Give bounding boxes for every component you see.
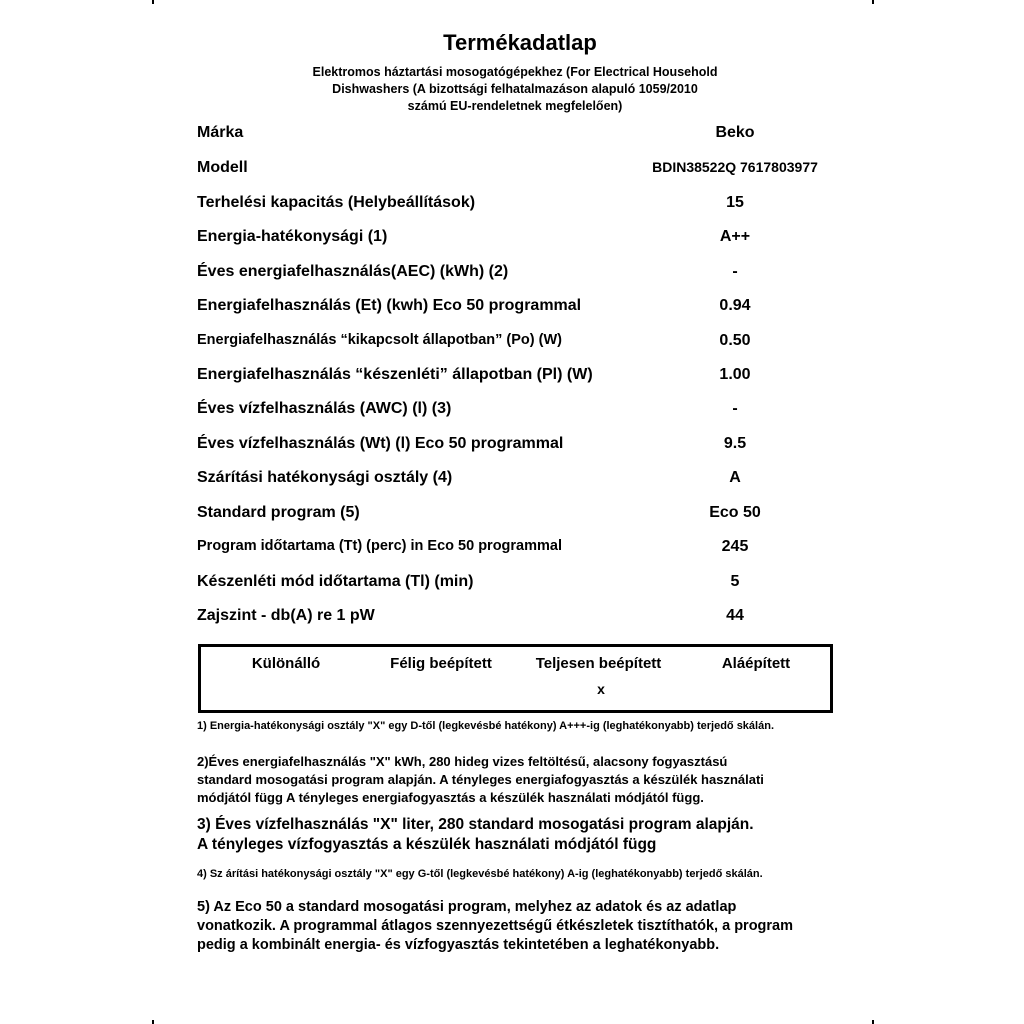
spec-value: 9.5: [723, 435, 747, 452]
spec-row-aec: [0, 263, 1024, 293]
footnote-4: 4) Sz árítási hatékonysági osztály "X" egy G-től (legkevésbé hatékony) A-ig (leghatékonyabb) terjedő skálán.: [197, 868, 763, 880]
spec-label: Terhelési kapacitás (Helybeállítások): [197, 194, 476, 211]
spec-value: -: [732, 400, 738, 417]
spec-value: 1.00: [719, 366, 751, 383]
installation-header-fully-integrated: Teljesen beépített: [535, 655, 662, 672]
spec-value: 44: [726, 607, 744, 624]
footnote-line: módjától függ A tényleges energiafogyasztás a készülék használati módjától függ.: [197, 790, 704, 805]
spec-value: 245: [721, 538, 749, 555]
spec-row-standard-program: [0, 504, 1024, 534]
footnote-5: [197, 898, 793, 955]
installation-header-semi-integrated: Félig beépített: [390, 655, 492, 672]
spec-label: Éves vízfelhasználás (AWC) (l) (3): [197, 400, 452, 417]
footnote-1: 1) Energia-hatékonysági osztály "X" egy D-től (legkevésbé hatékony) A+++-ig (leghatékonyabb) terjedő skálán.: [197, 720, 774, 732]
spec-row-capacity: [0, 194, 1024, 224]
installation-mark-fully-integrated: x: [597, 681, 605, 697]
installation-header-freestanding: Különálló: [251, 655, 321, 672]
spec-value: Eco 50: [709, 504, 761, 521]
corner-mark-top-right: [872, 0, 874, 4]
spec-value: 5: [730, 573, 740, 590]
installation-header-under-counter: Aláépített: [721, 655, 791, 672]
spec-value: 15: [726, 194, 744, 211]
footnote-2: [197, 753, 764, 807]
footnote-line: standard mosogatási program alapján. A tényleges energiafogyasztás a készülék használati: [197, 772, 764, 787]
page-title: Termékadatlap: [443, 30, 597, 55]
spec-value: Beko: [715, 124, 755, 141]
subtitle-line: Dishwashers (A bizottsági felhatalmazáson alapuló 1059/2010: [332, 82, 698, 96]
footnote-line: 5) Az Eco 50 a standard mosogatási program, melyhez az adatok és az adatlap: [197, 899, 737, 915]
spec-label: Energia-hatékonysági (1): [197, 228, 388, 245]
spec-value: 0.50: [719, 332, 751, 349]
spec-row-model: [0, 159, 1024, 189]
spec-value: A: [729, 469, 741, 486]
spec-label: Standard program (5): [197, 504, 360, 521]
spec-row-standby-duration: [0, 573, 1024, 603]
subtitle-line: Elektromos háztartási mosogatógépekhez (For Electrical Household: [312, 65, 718, 79]
page-subtitle: [300, 64, 730, 115]
spec-value: BDIN38522Q 7617803977: [652, 159, 818, 175]
spec-row-po: [0, 332, 1024, 362]
spec-label: Energiafelhasználás “kikapcsolt állapotban” (Po) (W): [197, 332, 562, 348]
spec-label: Márka: [197, 124, 244, 141]
footnote-line: pedig a kombinált energia- és vízfogyasztás tekintetében a leghatékonyabb.: [197, 937, 720, 953]
footnote-line: vonatkozik. A programmal átlagos szennyezettségű étkészletek tisztíthatók, a program: [197, 918, 794, 934]
spec-label: Energiafelhasználás “készenléti” állapotban (Pl) (W): [197, 366, 593, 383]
spec-label: Éves vízfelhasználás (Wt) (l) Eco 50 programmal: [197, 435, 564, 452]
spec-value: A++: [719, 228, 751, 245]
spec-row-noise: [0, 607, 1024, 637]
footnote-line: A tényleges vízfogyasztás a készülék használati módjától függ: [197, 836, 657, 853]
spec-value: 0.94: [719, 297, 751, 314]
spec-row-brand: [0, 124, 1024, 154]
spec-row-wt: [0, 435, 1024, 465]
spec-label: Zajszint - db(A) re 1 pW: [197, 607, 375, 624]
installation-type-box: [198, 644, 833, 713]
spec-label: Energiafelhasználás (Et) (kwh) Eco 50 programmal: [197, 297, 582, 314]
spec-row-et: [0, 297, 1024, 327]
spec-row-energy-class: [0, 228, 1024, 258]
corner-mark-bottom-left: [152, 1020, 154, 1024]
spec-row-program-duration: [0, 538, 1024, 568]
spec-label: Szárítási hatékonysági osztály (4): [197, 469, 453, 486]
spec-label: Program időtartama (Tt) (perc) in Eco 50 programmal: [197, 538, 562, 554]
subtitle-line: számú EU-rendeletnek megfelelően): [407, 99, 623, 113]
spec-label: Készenléti mód időtartama (Tl) (min): [197, 573, 474, 590]
spec-label: Éves energiafelhasználás(AEC) (kWh) (2): [197, 263, 509, 280]
footnote-line: 3) Éves vízfelhasználás "X" liter, 280 standard mosogatási program alapján.: [197, 816, 754, 833]
footnote-line: 2)Éves energiafelhasználás "X" kWh, 280 hideg vizes feltöltésű, alacsony fogyasztású: [197, 754, 728, 769]
spec-row-pl: [0, 366, 1024, 396]
corner-mark-top-left: [152, 0, 154, 4]
footnote-3: [197, 815, 754, 855]
corner-mark-bottom-right: [872, 1020, 874, 1024]
spec-label: Modell: [197, 159, 248, 176]
spec-value: -: [732, 263, 738, 280]
spec-row-drying-class: [0, 469, 1024, 499]
spec-row-awc: [0, 400, 1024, 430]
